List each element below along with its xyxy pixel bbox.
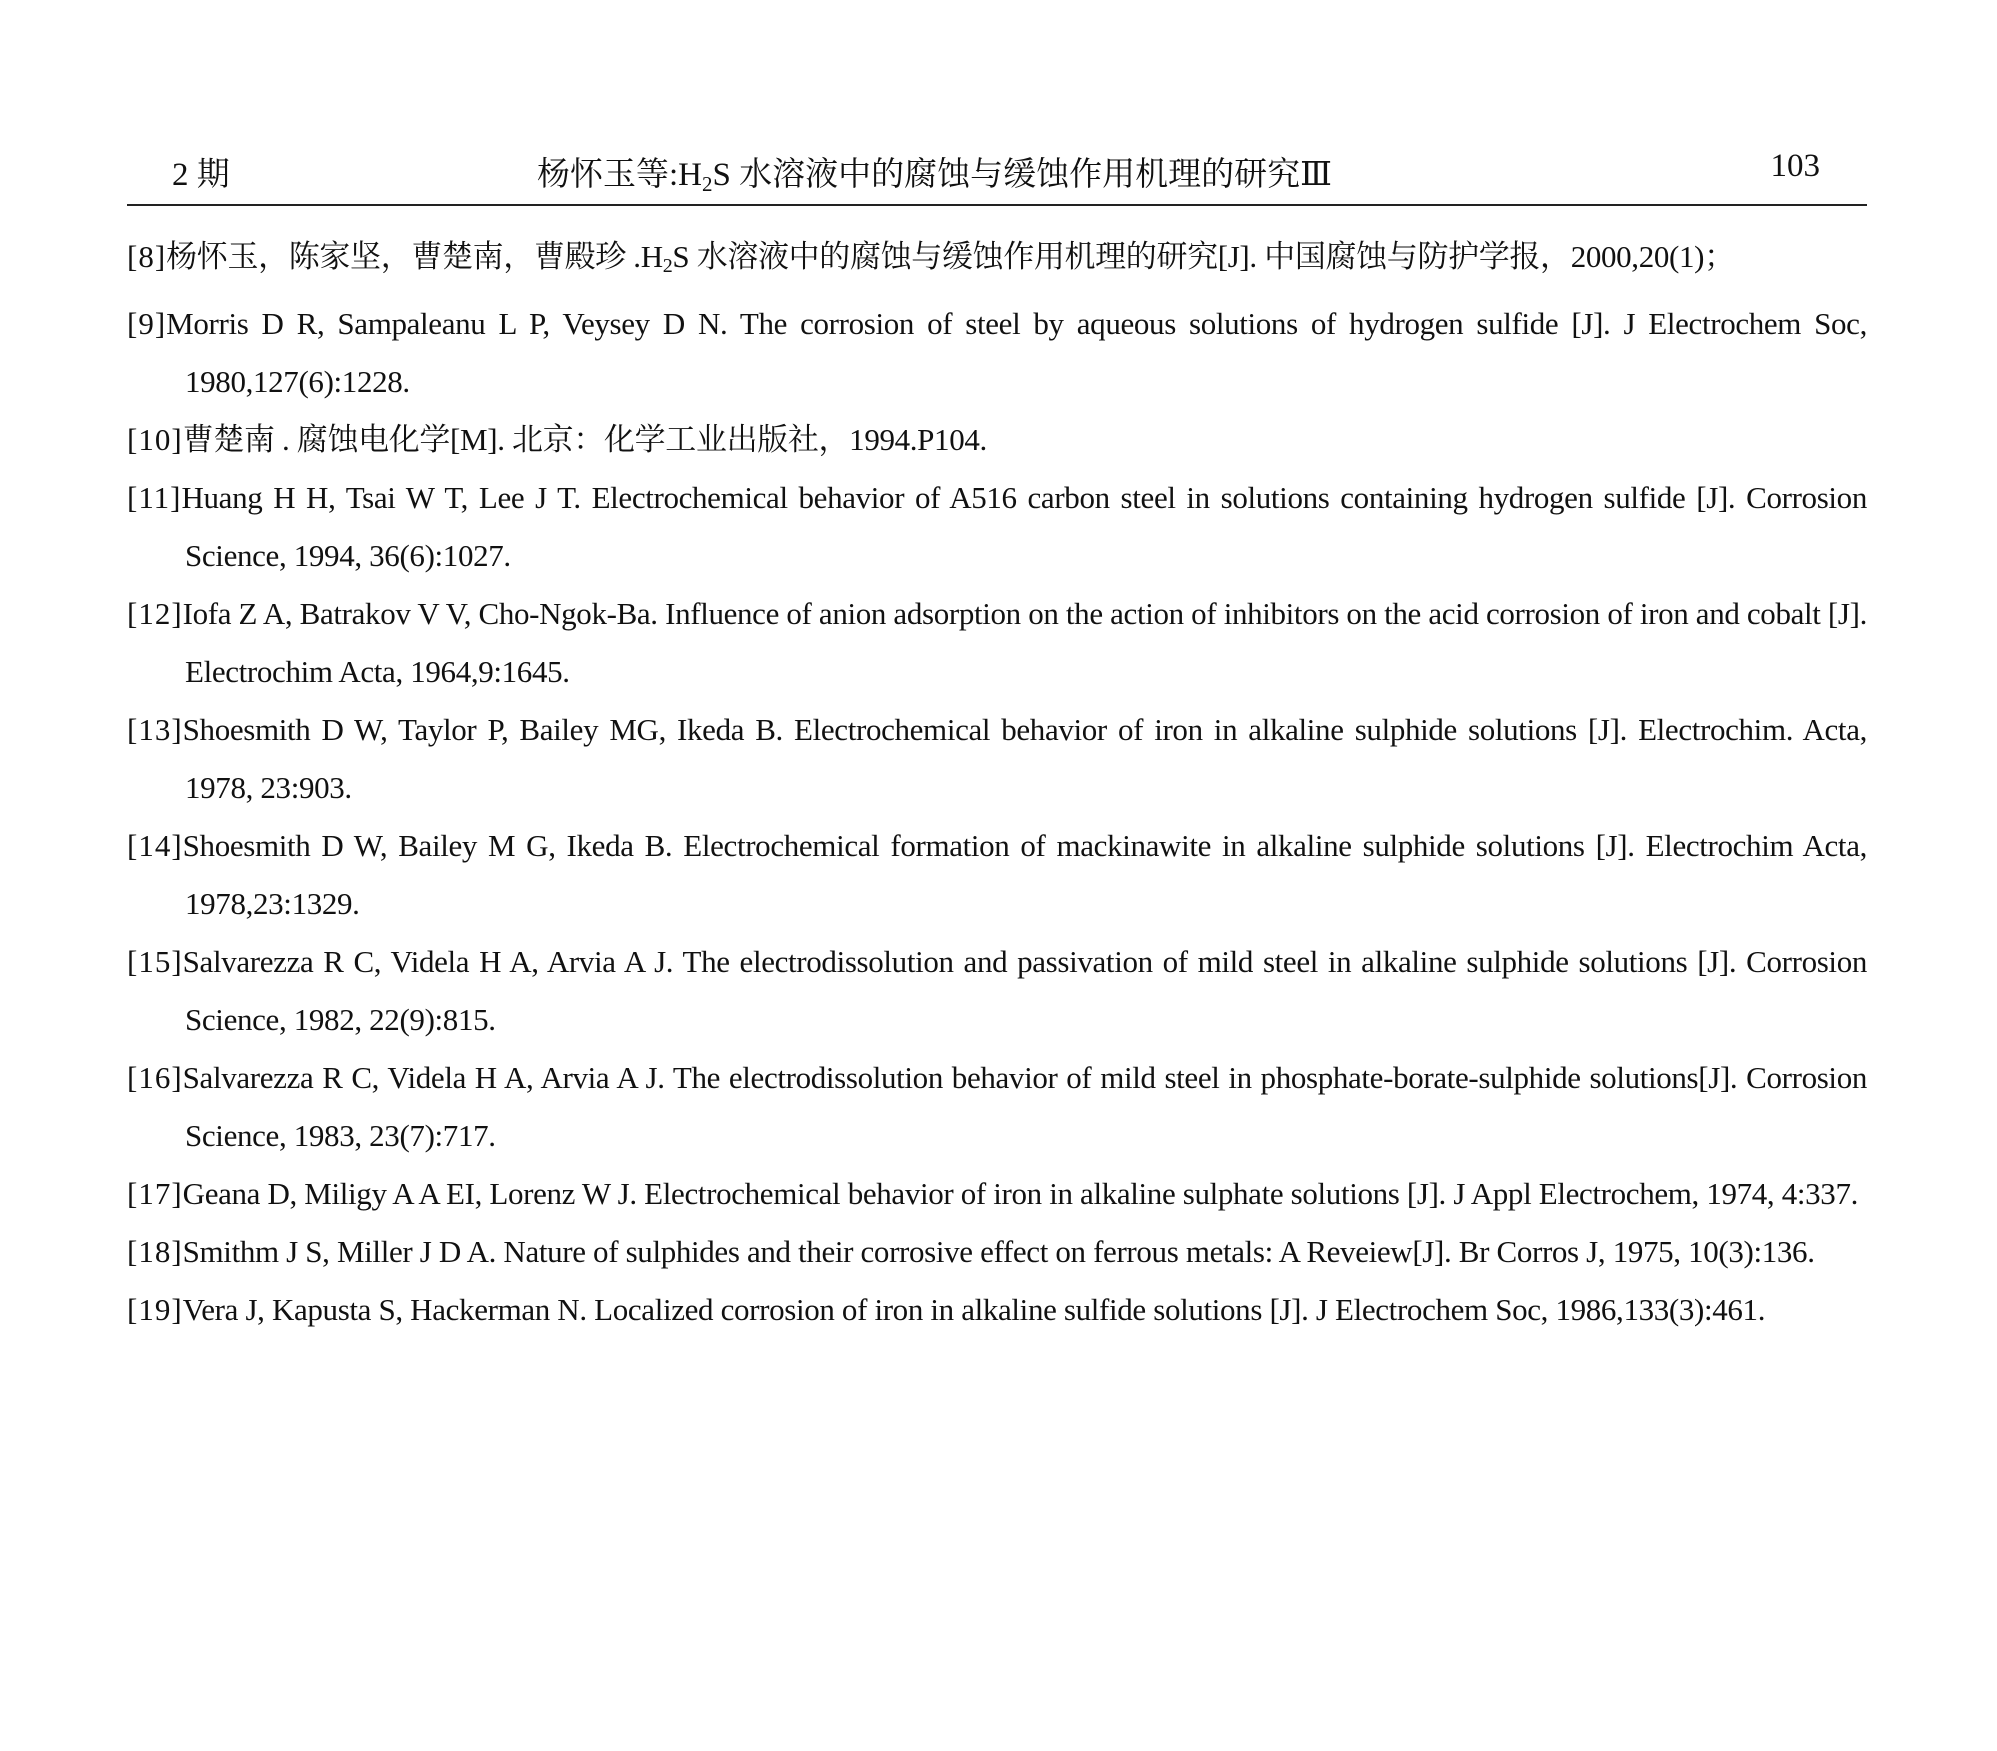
reference-item xyxy=(127,1223,1867,1281)
reference-text: 杨怀玉，陈家坚，曹楚南，曹殿珍 .H xyxy=(166,239,663,274)
running-title-subscript: 2 xyxy=(702,172,713,196)
reference-item xyxy=(127,585,1867,701)
reference-item xyxy=(127,933,1867,1049)
reference-number: [10] xyxy=(127,422,183,457)
reference-number: [14] xyxy=(127,828,183,863)
reference-list xyxy=(127,228,1867,1339)
reference-text: Huang H H, Tsai W T, Lee J T. Electrochemical behavior of A516 carbon steel in solutions containing hydrogen sulfide [J]. Corrosion Science, 1994, 36(6):1027. xyxy=(181,480,1867,573)
reference-text: Vera J, Kapusta S, Hackerman N. Localized corrosion of iron in alkaline sulfide solutions [J]. J Electrochem Soc, 1986,133(3):461. xyxy=(182,1292,1766,1327)
reference-number: [15] xyxy=(127,944,183,979)
reference-text: Shoesmith D W, Taylor P, Bailey MG, Ikeda B. Electrochemical behavior of iron in alkaline sulphide solutions [J]. Electrochim. Acta, 1978, 23:903. xyxy=(182,712,1867,805)
reference-item xyxy=(127,701,1867,817)
reference-text: Iofa Z A, Batrakov V V, Cho-Ngok-Ba. Influence of anion adsorption on the action of inhibitors on the acid corrosion of iron and cobalt [J]. Electrochim Acta, 1964,9:1645. xyxy=(182,596,1867,689)
reference-text: Geana D, Miligy A A EI, Lorenz W J. Electrochemical behavior of iron in alkaline sulphate solutions [J]. J Appl Electrochem, 1974, 4:337. xyxy=(182,1176,1858,1211)
reference-text: Smithm J S, Miller J D A. Nature of sulphides and their corrosive effect on ferrous metals: A Reveiew[J]. Br Corros J, 1975, 10(3):136. xyxy=(182,1234,1815,1269)
reference-text: Salvarezza R C, Videla H A, Arvia A J. The electrodissolution and passivation of mild steel in alkaline sulphide solutions [J]. Corrosion Science, 1982, 22(9):815. xyxy=(182,944,1867,1037)
reference-subscript: 2 xyxy=(662,255,673,277)
reference-text: S 水溶液中的腐蚀与缓蚀作用机理的研究[J]. 中国腐蚀与防护学报，2000,20(1)； xyxy=(672,239,1735,274)
running-title-suffix: S 水溶液中的腐蚀与缓蚀作用机理的研究Ⅲ xyxy=(712,157,1332,193)
reference-item xyxy=(127,1281,1867,1339)
reference-number: [17] xyxy=(127,1176,183,1211)
reference-text: Shoesmith D W, Bailey M G, Ikeda B. Electrochemical formation of mackinawite in alkaline sulphide solutions [J]. Electrochim Acta, 1978,23:1329. xyxy=(182,828,1867,921)
reference-item xyxy=(127,1049,1867,1165)
header-rule xyxy=(127,204,1867,206)
reference-number: [19] xyxy=(127,1292,183,1327)
reference-number: [16] xyxy=(127,1060,183,1095)
reference-number: [11] xyxy=(127,480,182,515)
reference-number: [8] xyxy=(127,239,167,274)
issue-label: 2 期 xyxy=(172,157,230,193)
reference-item xyxy=(127,1165,1867,1223)
reference-number: [12] xyxy=(127,596,183,631)
reference-number: [13] xyxy=(127,712,183,747)
running-header xyxy=(127,138,1867,198)
reference-item xyxy=(127,817,1867,933)
running-title xyxy=(537,148,1332,197)
reference-item xyxy=(127,295,1867,411)
running-title-prefix: 杨怀玉等:H xyxy=(537,157,702,193)
reference-number: [9] xyxy=(127,306,167,341)
reference-text: 曹楚南 . 腐蚀电化学[M]. 北京：化学工业出版社，1994.P104. xyxy=(182,422,987,457)
reference-text: Salvarezza R C, Videla H A, Arvia A J. The electrodissolution behavior of mild steel in phosphate-borate-sulphide solutions[J]. Corrosion Science, 1983, 23(7):717. xyxy=(182,1060,1867,1153)
reference-item xyxy=(127,228,1867,295)
reference-item xyxy=(127,411,1867,469)
reference-number: [18] xyxy=(127,1234,183,1269)
reference-item xyxy=(127,469,1867,585)
page-number: 103 xyxy=(1770,148,1820,184)
reference-text: Morris D R, Sampaleanu L P, Veysey D N. The corrosion of steel by aqueous solutions of hydrogen sulfide [J]. J Electrochem Soc, 1980,127(6):1228. xyxy=(166,306,1867,399)
